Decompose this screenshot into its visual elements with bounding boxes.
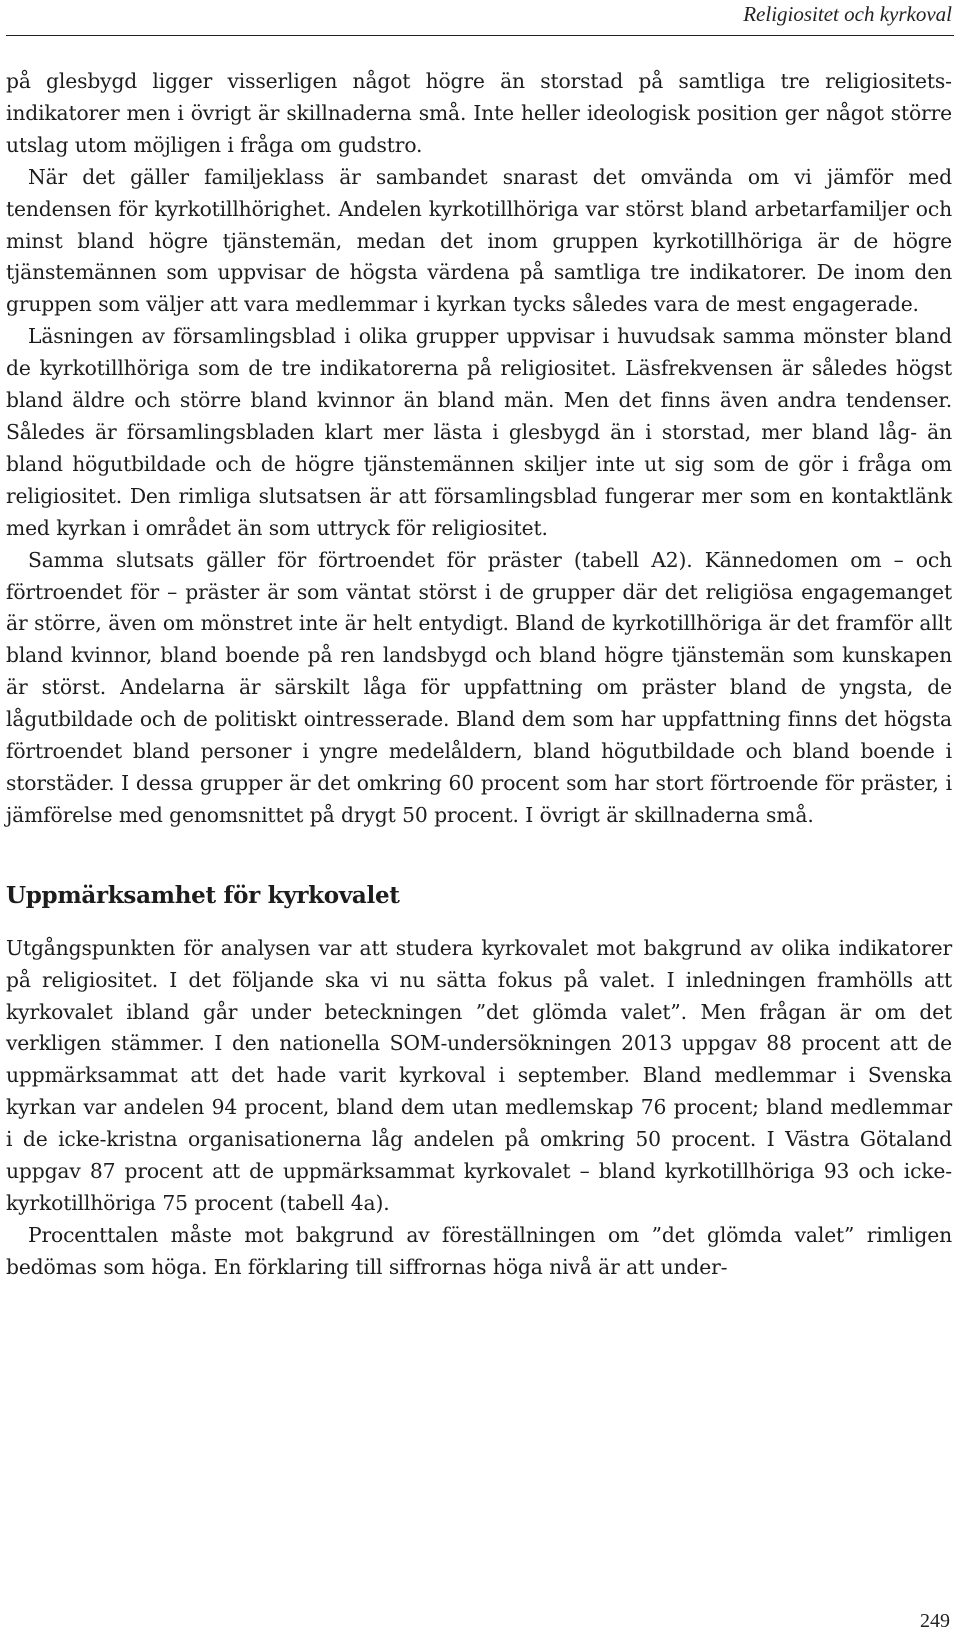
paragraph: på glesbygd ligger visserligen något högre än storstad på samtliga tre religiositetsindikatorer men i övrigt är skillnaderna små. Inte heller ideologisk position ger något större utslag utom möjligen i fråga om gudstro. xyxy=(6,69,952,157)
paragraph: Utgångspunkten för analysen var att studera kyrkovalet mot bakgrund av olika indikatorer på religiositet. I det följande ska vi nu sätta fokus på valet. I inledningen framhölls att kyrkovalet ibland går under beteckningen ”det glömda valet”. Men frågan är om det verkligen stämmer. I den nationella SOM-undersökningen 2013 uppgav 88 procent att de uppmärksammat att det hade varit kyrkoval i september. Bland medlemmar i Svenska kyrkan var andelen 94 procent, bland dem utan medlemskap 76 procent; bland medlemmar i de icke-kristna organisationerna låg andelen på omkring 50 procent. I Västra Götaland uppgav 87 procent att de uppmärksammat kyrkovalet – bland kyrkotillhöriga 93 och icke-kyrkotillhöriga 75 procent (tabell 4a). xyxy=(6,935,952,1215)
header-rule xyxy=(6,35,954,36)
paragraph: När det gäller familjeklass är sambandet snarast det omvända om vi jämför med tendensen för kyrkotillhörighet. Andelen kyrkotillhöriga var störst bland arbetarfamiljer och minst bland högre tjänstemän, medan det inom gruppen kyrkotillhöriga är de högre tjänstemännen som uppvisar de högsta värdena på samtliga tre indikatorer. De inom den gruppen som väljer att vara medlemmar i kyrkan tycks således vara de mest engagerade. xyxy=(6,164,952,317)
section-body xyxy=(6,933,952,1284)
section-heading: Uppmärksamhet för kyrkovalet xyxy=(6,881,400,909)
paragraph: Läsningen av församlingsblad i olika grupper uppvisar i huvudsak samma mönster bland de kyrkotillhöriga som de tre indikatorerna på religiositet. Läsfrekvensen är således högst bland äldre och större bland kvinnor än bland män. Men det finns även andra tendenser. Således är församlingsbladen klart mer lästa i glesbygd än i storstad, mer bland låg- än bland högutbildade och de högre tjänstemännen skiljer inte ut sig som de gör i fråga om religiositet. Den rimliga slutsatsen är att församlingsblad fungerar mer som en kontaktlänk med kyrkan i området än som uttryck för religiositet. xyxy=(6,324,952,540)
body-text xyxy=(6,66,952,1284)
page-number: 249 xyxy=(920,1610,950,1632)
running-head: Religiositet och kyrkoval xyxy=(743,2,952,26)
paragraph: Samma slutsats gäller för förtroendet för präster (tabell A2). Kännedomen om – och förtroendet för – präster är som väntat störst i de grupper där det religiösa engagemanget är större, även om mönstret inte är helt entydigt. Bland de kyrkotillhöriga är det framför allt bland kvinnor, bland boende på ren landsbygd och bland högre tjänstemän som kunskapen är störst. Andelarna är särskilt låga för uppfattning om präster bland de yngsta, de lågutbildade och de politiskt ointresserade. Bland dem som har uppfattning finns det högsta förtroendet bland personer i yngre medelåldern, bland högutbildade och bland boende i storstäder. I dessa grupper är det omkring 60 procent som har stort förtroende för präster, i jämförelse med genomsnittet på drygt 50 procent. I övrigt är skillnaderna små. xyxy=(6,547,952,827)
section-heading-wrap xyxy=(6,880,952,911)
paragraph: Procenttalen måste mot bakgrund av föreställningen om ”det glömda valet” rimligen bedömas som höga. En förklaring till siffrornas höga nivå är att under- xyxy=(6,1222,952,1279)
